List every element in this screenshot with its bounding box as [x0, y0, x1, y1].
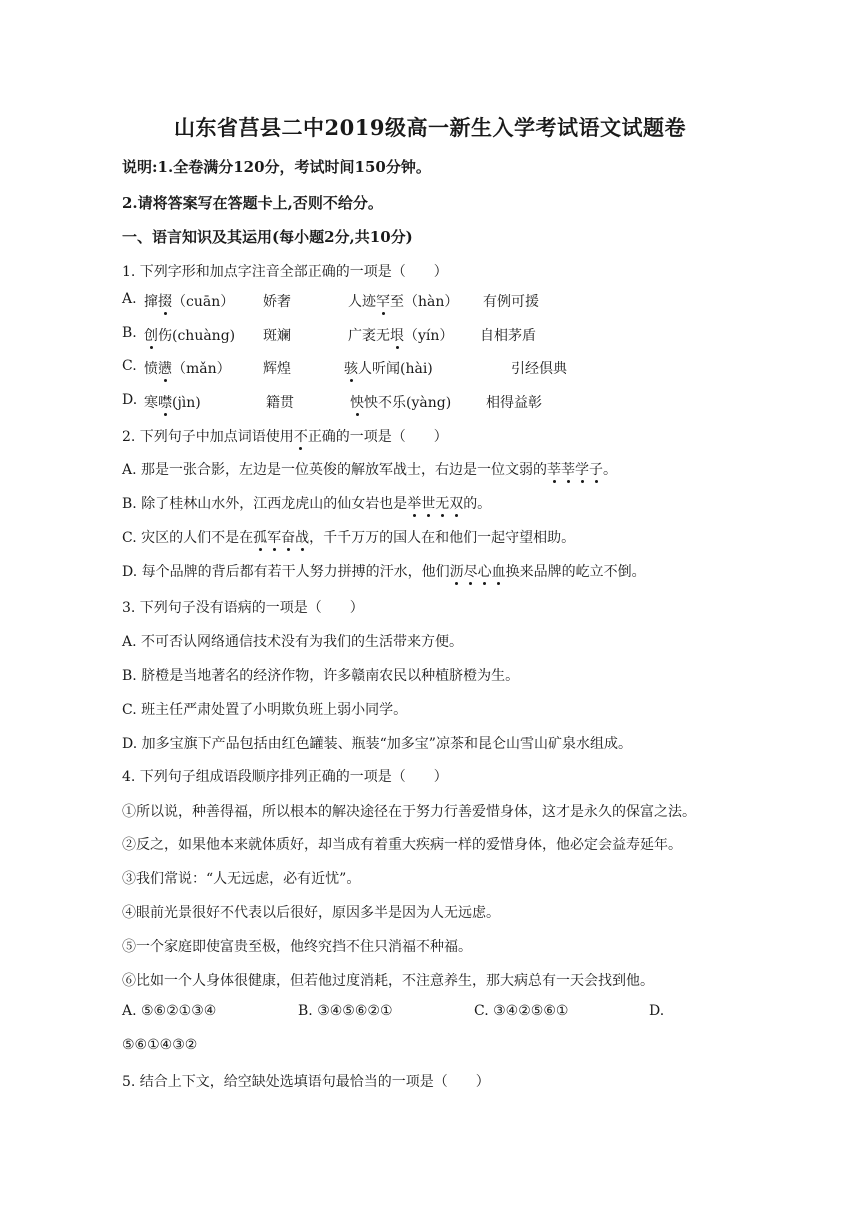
question-4-option-b: B. ③④⑤⑥②①: [298, 1003, 393, 1019]
question-2-option-b: B. 除了桂林山水外，江西龙虎山的仙女岩也是举世无双的。: [122, 496, 492, 512]
emphasis-dot: 沥: [449, 564, 464, 580]
exam-page: 山东省莒县二中2019级高一新生入学考试语文试题卷 说明:1.全卷满分120分，考试时间150分钟。 2.请将答案写在答题卡上,否则不给分。 一、语言知识及其运用(每小题2分,共10分) 1. 下列字形和加点字注音全部正确的一项是（ ） A. 撺掇（cuān） 娇奢 人迹罕至（hàn） 有例可援 B. 创伤(chuàng) 斑斓 广袤无垠（yín） 自相茅盾 C. 愤懑（mǎn） 辉煌 骇人听闻(hài) 引经倶典 D. 寒噤(jìn) 籍贯 怏怏不乐(yàng) 相得益彰 2. 下列句子中加点词语使用不正确的一项是（ ） A. 那是一张合影，左边是一位英俊的解放军战士，右边是一位文弱的莘莘学子。 B. 除了桂林山水外，江西龙虎山的仙女岩也是举世无双的。 C. 灾区的人们不是在孤军奋战，千千万万的国人在和他们一起守望相助。 D. 每个品牌的背后都有若干人努力拼搏的汗水，他们沥尽心血换来品牌的屹立不倒。 3. 下列句子没有语病的一项是（ ） A. 不可否认网络通信技术没有为我们的生活带来方便。 B. 脐橙是当地著名的经济作物，许多赣南农民以种植脐橙为生。 C. 班主任严肃处置了小明欺负班上弱小同学。 D. 加多宝旗下产品包括由红色罐装、瓶装“加多宝”凉茶和昆仑山雪山矿泉水组成。 4. 下列句子组成语段顺序排列正确的一项是（ ） ①所以说，种善得福，所以根本的解决途径在于努力行善爱惜身体，这才是永久的保富之法。 ②反之，如果他本来就体质好，却当成有着重大疾病一样的爱惜身体，他必定会益寿延年。 ③我们常说：“人无远虑，必有近忧”。 ④眼前光景很好不代表以后很好，原因多半是因为人无远虑。 ⑤一个家庭即使富贵至极，他终究挡不住只消福不种福。 ⑥比如一个人身体很健康，但若他过度消耗，不注意养生，那大病总有一天会找到他。 A. ⑤⑥②①③④ B. ③④⑤⑥②① C. ③④②⑤⑥① D. ⑤⑥①④③② 5. 结合上下文，给空缺处选填语句最恰当的一项是（ ）: [0, 0, 860, 1216]
question-3-option-d: D. 加多宝旗下产品包括由红色罐装、瓶装“加多宝”凉茶和昆仑山雪山矿泉水组成。: [122, 736, 632, 752]
question-2-option-c: C. 灾区的人们不是在孤军奋战，千千万万的国人在和他们一起守望相助。: [122, 530, 576, 546]
emphasis-dot: 世: [421, 496, 436, 512]
emphasis-dot: 莘: [561, 462, 576, 478]
question-4-option-c: C. ③④②⑤⑥①: [474, 1003, 569, 1019]
emphasis-dot: 尽: [463, 564, 478, 580]
emphasis-dot: 战: [295, 530, 310, 546]
emphasis-dot: 噤: [158, 395, 172, 411]
question-4-sentence-1: ①所以说，种善得福，所以根本的解决途径在于努力行善爱惜身体，这才是永久的保富之法。: [122, 804, 696, 820]
emphasis-dot: 创: [144, 328, 158, 344]
emphasis-dot: 子: [589, 462, 604, 478]
emphasis-dot: 血: [491, 564, 506, 580]
emphasis-dot: 军: [267, 530, 282, 546]
emphasized-phrase: [450, 564, 506, 580]
emphasis-dot: 心: [477, 564, 492, 580]
question-1-stem: 1. 下列字形和加点字注音全部正确的一项是（ ）: [122, 264, 448, 280]
question-4-option-a: A. ⑤⑥②①③④: [122, 1003, 217, 1019]
emphasis-dot: 垠: [390, 328, 404, 344]
question-4-option-d: D.: [649, 1003, 665, 1019]
emphasized-phrase: [547, 462, 603, 478]
question-3-option-b: B. 脐橙是当地著名的经济作物，许多赣南农民以种植脐橙为生。: [122, 668, 520, 684]
question-3-option-a: A. 不可否认网络通信技术没有为我们的生活带来方便。: [122, 634, 464, 650]
question-4-sentence-5: ⑤一个家庭即使富贵至极，他终究挡不住只消福不种福。: [122, 939, 472, 955]
instructions-line-2: 2.请将答案写在答题卡上,否则不给分。: [122, 194, 383, 212]
question-4-sentence-6: ⑥比如一个人身体很健康，但若他过度消耗，不注意养生，那大病总有一天会找到他。: [122, 973, 654, 989]
emphasis-dot: 莘: [547, 462, 562, 478]
question-2-option-d: D. 每个品牌的背后都有若干人努力拼搏的汗水，他们沥尽心血换来品牌的屹立不倒。: [122, 564, 646, 580]
emphasis-dot: 罕: [376, 294, 390, 310]
emphasized-phrase: [407, 496, 463, 512]
emphasis-dot: 双: [449, 496, 464, 512]
question-5-stem: 5. 结合上下文，给空缺处选填语句最恰当的一项是（ ）: [122, 1074, 490, 1090]
question-2-stem: 2. 下列句子中加点词语使用不正确的一项是（ ）: [122, 429, 448, 445]
emphasis-dot: 懑: [158, 361, 172, 377]
emphasis-dot: 孤: [253, 530, 268, 546]
emphasis-dot: 骇: [344, 361, 358, 377]
question-4-stem: 4. 下列句子组成语段顺序排列正确的一项是（ ）: [122, 769, 448, 785]
emphasis-dot: 无: [435, 496, 450, 512]
question-3-option-c: C. 班主任严肃处置了小明欺负班上弱小同学。: [122, 702, 408, 718]
emphasis-dot: 不: [293, 429, 308, 445]
instructions-line-1: 说明:1.全卷满分120分，考试时间150分钟。: [122, 158, 431, 176]
question-4-sentence-2: ②反之，如果他本来就体质好，却当成有着重大疾病一样的爱惜身体，他必定会益寿延年。: [122, 837, 682, 853]
emphasis-dot: 怏: [350, 395, 364, 411]
emphasized-phrase: [253, 530, 309, 546]
question-2-option-a: A. 那是一张合影，左边是一位英俊的解放军战士，右边是一位文弱的莘莘学子。: [122, 462, 618, 478]
emphasis-dot: 掇: [158, 294, 172, 310]
section-heading: 一、语言知识及其运用(每小题2分,共10分): [122, 228, 413, 246]
emphasis-dot: 举: [407, 496, 422, 512]
question-3-stem: 3. 下列句子没有语病的一项是（ ）: [122, 600, 364, 616]
emphasis-dot: 奋: [281, 530, 296, 546]
question-4-sentence-4: ④眼前光景很好不代表以后很好，原因多半是因为人无远虑。: [122, 905, 500, 921]
question-4-sentence-3: ③我们常说：“人无远虑，必有近忧”。: [122, 871, 361, 887]
exam-title: 山东省莒县二中2019级高一新生入学考试语文试题卷: [174, 115, 686, 140]
question-4-option-d-value: ⑤⑥①④③②: [122, 1037, 198, 1053]
emphasis-dot: 学: [575, 462, 590, 478]
